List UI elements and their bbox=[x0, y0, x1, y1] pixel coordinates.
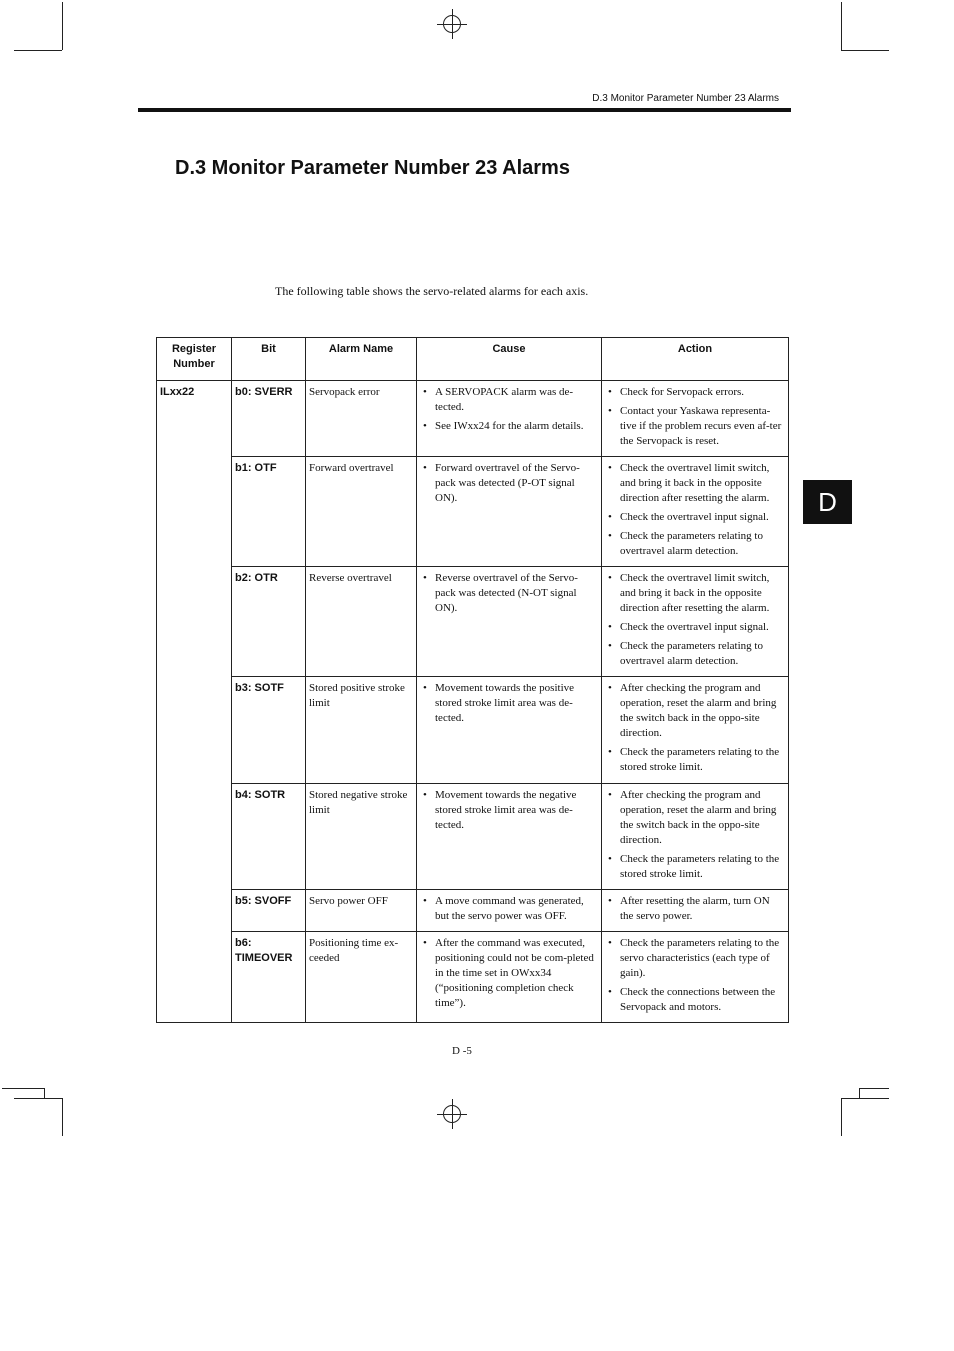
crop-mark bbox=[14, 50, 62, 51]
table-row bbox=[157, 932, 789, 1023]
crop-mark bbox=[2, 1088, 44, 1089]
registration-mark-icon bbox=[437, 1099, 467, 1129]
cause-cell bbox=[417, 784, 602, 890]
bit-cell: b1: OTF bbox=[232, 457, 306, 567]
action-item: • After resetting the alarm, turn ON the servo power. bbox=[620, 894, 785, 924]
cause-item: • A move command was generated, but the servo power was OFF. bbox=[435, 894, 598, 924]
alarm-name-cell: Forward overtravel bbox=[306, 457, 417, 567]
action-cell bbox=[602, 457, 789, 567]
action-item: • Check the parameters relating to the servo characteristics (each type of gain). bbox=[620, 936, 785, 981]
cause-item: • Reverse overtravel of the Servo-pack was detected (N-OT signal ON). bbox=[435, 571, 598, 616]
cause-cell bbox=[417, 457, 602, 567]
action-cell bbox=[602, 677, 789, 784]
action-list bbox=[605, 788, 785, 882]
alarm-name-cell: Positioning time ex-ceeded bbox=[306, 932, 417, 1023]
chapter-tab: D bbox=[803, 480, 852, 524]
table-row bbox=[157, 784, 789, 890]
action-item: • Check the overtravel limit switch, and bring it back in the opposite direction after resetting the alarm. bbox=[620, 461, 785, 506]
header-action: Action bbox=[602, 338, 789, 381]
header-register-number: Register Number bbox=[157, 338, 232, 381]
cause-cell bbox=[417, 932, 602, 1023]
bit-cell: b6: TIMEOVER bbox=[232, 932, 306, 1023]
action-item: • Check the parameters relating to the stored stroke limit. bbox=[620, 852, 785, 882]
action-list bbox=[605, 894, 785, 924]
action-item: • Check the overtravel input signal. bbox=[620, 510, 785, 525]
table-row bbox=[157, 457, 789, 567]
section-title: D.3 Monitor Parameter Number 23 Alarms bbox=[175, 157, 570, 179]
alarm-table bbox=[156, 337, 789, 1023]
action-list bbox=[605, 571, 785, 669]
action-item: • Check the parameters relating to the stored stroke limit. bbox=[620, 745, 785, 775]
crop-mark bbox=[841, 1098, 889, 1099]
alarm-name-cell: Servo power OFF bbox=[306, 890, 417, 932]
cause-item: • See IWxx24 for the alarm details. bbox=[435, 419, 598, 434]
action-item: • Check the parameters relating to overtravel alarm detection. bbox=[620, 529, 785, 559]
cause-cell bbox=[417, 890, 602, 932]
action-list bbox=[605, 461, 785, 559]
bit-cell: b2: OTR bbox=[232, 567, 306, 677]
running-head: D.3 Monitor Parameter Number 23 Alarms bbox=[592, 93, 779, 104]
table-row bbox=[157, 677, 789, 784]
crop-mark bbox=[62, 2, 63, 50]
alarm-name-cell: Reverse overtravel bbox=[306, 567, 417, 677]
header-alarm-name: Alarm Name bbox=[306, 338, 417, 381]
cause-cell bbox=[417, 567, 602, 677]
bit-cell: b0: SVERR bbox=[232, 381, 306, 457]
table-row bbox=[157, 381, 789, 457]
crop-mark bbox=[44, 1088, 45, 1098]
action-item: • Check for Servopack errors. bbox=[620, 385, 785, 400]
action-cell bbox=[602, 932, 789, 1023]
table-header-row bbox=[157, 338, 789, 381]
cause-item: • After the command was executed, positioning could not be com-pleted in the time set in OWxx34 (“positioning completion check time”). bbox=[435, 936, 598, 1011]
action-list bbox=[605, 936, 785, 1015]
crop-mark bbox=[859, 1088, 889, 1089]
cause-cell bbox=[417, 677, 602, 784]
action-item: • Check the parameters relating to overtravel alarm detection. bbox=[620, 639, 785, 669]
cause-item: • Movement towards the negative stored stroke limit area was de-tected. bbox=[435, 788, 598, 833]
registration-mark-icon bbox=[437, 9, 467, 39]
cause-list bbox=[420, 385, 598, 434]
cause-list bbox=[420, 461, 598, 506]
bit-cell: b5: SVOFF bbox=[232, 890, 306, 932]
page-number: D -5 bbox=[452, 1045, 472, 1057]
header-rule bbox=[138, 108, 791, 112]
action-cell bbox=[602, 381, 789, 457]
header-bit: Bit bbox=[232, 338, 306, 381]
cause-item: • Forward overtravel of the Servo-pack was detected (P-OT signal ON). bbox=[435, 461, 598, 506]
action-item: • After checking the program and operation, reset the alarm and bring the switch back in the oppo-site direction. bbox=[620, 788, 785, 848]
cause-list bbox=[420, 571, 598, 616]
action-cell bbox=[602, 567, 789, 677]
register-number-cell: ILxx22 bbox=[157, 381, 232, 1023]
cause-list bbox=[420, 894, 598, 924]
action-cell bbox=[602, 890, 789, 932]
crop-mark bbox=[841, 1098, 842, 1136]
action-list bbox=[605, 385, 785, 449]
bit-cell: b3: SOTF bbox=[232, 677, 306, 784]
action-item: • Check the overtravel limit switch, and bring it back in the opposite direction after resetting the alarm. bbox=[620, 571, 785, 616]
crop-mark bbox=[14, 1098, 62, 1099]
action-item: • Contact your Yaskawa representa-tive if the problem recurs even af-ter the Servopack is reset. bbox=[620, 404, 785, 449]
action-item: • After checking the program and operation, reset the alarm and bring the switch back in the oppo-site direction. bbox=[620, 681, 785, 741]
alarm-name-cell: Stored positive stroke limit bbox=[306, 677, 417, 784]
crop-mark bbox=[841, 50, 889, 51]
cause-item: • A SERVOPACK alarm was de-tected. bbox=[435, 385, 598, 415]
cause-item: • Movement towards the positive stored stroke limit area was de-tected. bbox=[435, 681, 598, 726]
action-cell bbox=[602, 784, 789, 890]
cause-list bbox=[420, 681, 598, 726]
action-list bbox=[605, 681, 785, 775]
table-row bbox=[157, 890, 789, 932]
action-item: • Check the overtravel input signal. bbox=[620, 620, 785, 635]
cause-list bbox=[420, 936, 598, 1011]
crop-mark bbox=[62, 1098, 63, 1136]
intro-paragraph: The following table shows the servo-related alarms for each axis. bbox=[275, 284, 589, 298]
alarm-name-cell: Servopack error bbox=[306, 381, 417, 457]
crop-mark bbox=[859, 1088, 860, 1098]
action-item: • Check the connections between the Servopack and motors. bbox=[620, 985, 785, 1015]
alarm-name-cell: Stored negative stroke limit bbox=[306, 784, 417, 890]
header-cause: Cause bbox=[417, 338, 602, 381]
crop-mark bbox=[841, 2, 842, 50]
bit-cell: b4: SOTR bbox=[232, 784, 306, 890]
cause-cell bbox=[417, 381, 602, 457]
table-row bbox=[157, 567, 789, 677]
cause-list bbox=[420, 788, 598, 833]
